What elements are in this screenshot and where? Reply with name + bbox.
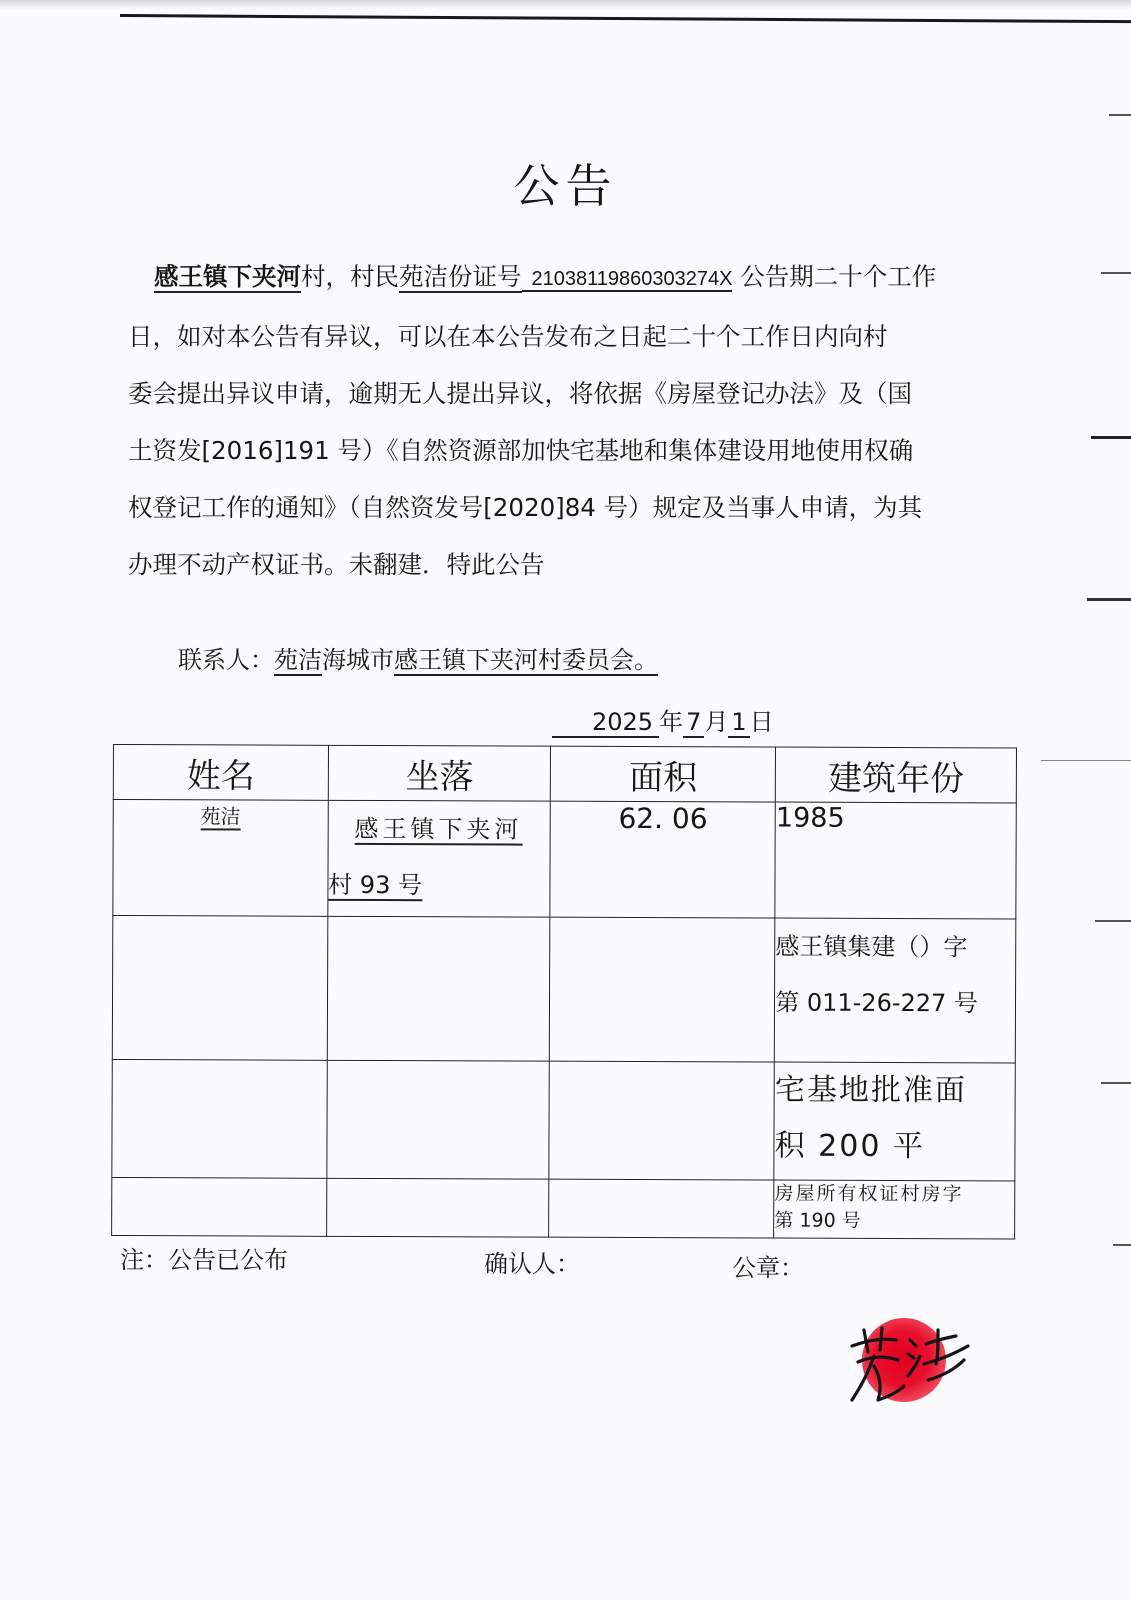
notice-line: 日，如对本公告有异议，可以在本公告发布之日起二十个工作日内向村 [128, 322, 888, 351]
notice-line: 权登记工作的通知》（自然资发号[2020]84 号）规定及当事人申请，为其 [128, 493, 923, 522]
cell-empty [112, 1177, 327, 1236]
header-location: 坐落 [328, 745, 551, 801]
date-month-unit: 月 [704, 708, 729, 736]
location-line [328, 801, 550, 858]
date-year-unit: 年 [659, 708, 684, 736]
cell-ownership-cert [774, 1180, 1015, 1239]
scan-edge-mark [1101, 272, 1131, 274]
cell-empty [112, 1059, 327, 1178]
cell-empty [549, 1179, 774, 1238]
scan-edge-mark [1095, 920, 1131, 922]
cell-approved-area [774, 1062, 1015, 1181]
property-table [111, 744, 1017, 1239]
note-line: 房屋所有权证村房字 [774, 1182, 964, 1206]
notice-line: 土资发[2016]191 号）《自然资源部加快宅基地和集体建设用地使用权确 [128, 436, 914, 465]
scan-edge-mark [1091, 436, 1131, 439]
notice-body [128, 248, 958, 593]
notice-line [128, 248, 958, 308]
handwritten-signature [838, 1300, 978, 1410]
note-line: 宅基地批准面 [774, 1072, 967, 1109]
cell-empty [112, 916, 327, 1061]
table-row [113, 800, 1016, 919]
contact-org: 感王镇下夹河村委员会。 [394, 646, 658, 674]
date-month: 7 [683, 708, 704, 738]
cell-empty [327, 916, 550, 1061]
scan-edge-mark [1041, 760, 1131, 761]
contact-org-prefix: 海城市 [322, 646, 394, 674]
location-line2: 村 93 号 [328, 870, 423, 900]
table-row [112, 1177, 1015, 1238]
notice-date [552, 702, 774, 737]
scan-edge-mark [1087, 598, 1131, 601]
header-area: 面积 [551, 746, 776, 802]
date-day-unit: 日 [749, 708, 774, 736]
note-line: 积 200 平 [774, 1128, 926, 1165]
cell-collective-cert [775, 918, 1016, 1063]
cell-empty [550, 917, 775, 1062]
cell-area: 62. 06 [550, 801, 775, 918]
note-line: 第 190 号 [774, 1209, 861, 1232]
scan-top-line [120, 14, 1131, 23]
cell-empty [326, 1178, 549, 1237]
notice-line: 办理不动产权证书。未翻建．特此公告 [128, 550, 545, 579]
contact-label: 联系人： [178, 646, 274, 674]
header-build-year: 建筑年份 [776, 747, 1017, 803]
cell-build-year: 1985 [775, 802, 1016, 919]
note-line: 第 011-26-227 号 [775, 988, 979, 1018]
header-name: 姓名 [113, 745, 328, 801]
scan-edge-mark [1101, 1082, 1131, 1084]
cell-empty [327, 1060, 550, 1179]
scan-edge-mark [1113, 1244, 1131, 1246]
scan-edge-mark [1109, 114, 1131, 116]
id-label: 份证号 [448, 262, 522, 291]
cell-empty [549, 1061, 774, 1180]
date-year: 2025 [552, 708, 659, 738]
date-day: 1 [728, 708, 749, 738]
contact-line [178, 640, 658, 675]
table-header-row [113, 745, 1016, 803]
notice-text: 公告期二十个工作 [732, 262, 937, 291]
seal-label: 公章： [732, 1254, 804, 1282]
contact-person: 苑洁 [274, 646, 322, 674]
cell-location [328, 800, 551, 917]
notice-line: 委会提出异议申请，逾期无人提出异议，将依据《房屋登记办法》及（国 [128, 379, 912, 408]
note-line: 感王镇集建（）字 [775, 932, 968, 962]
id-number: 21038119860303274X [522, 268, 733, 292]
cell-name [113, 800, 328, 917]
table-row [112, 1059, 1015, 1180]
footer-note: 注：公告已公布 [120, 1246, 288, 1274]
owner-name: 苑洁 [200, 804, 241, 829]
village-name: 感王镇下夹河 [154, 262, 301, 291]
table-row [112, 916, 1016, 1063]
notice-text: 村，村民 [301, 262, 399, 291]
confirmer-label: 确认人： [484, 1250, 580, 1278]
location-line [328, 857, 550, 914]
scan-top-edge [0, 0, 1131, 10]
page-title: 公告 [513, 159, 618, 213]
villager-name: 苑洁 [399, 262, 448, 291]
location-line1: 感王镇下夹河 [354, 814, 523, 844]
